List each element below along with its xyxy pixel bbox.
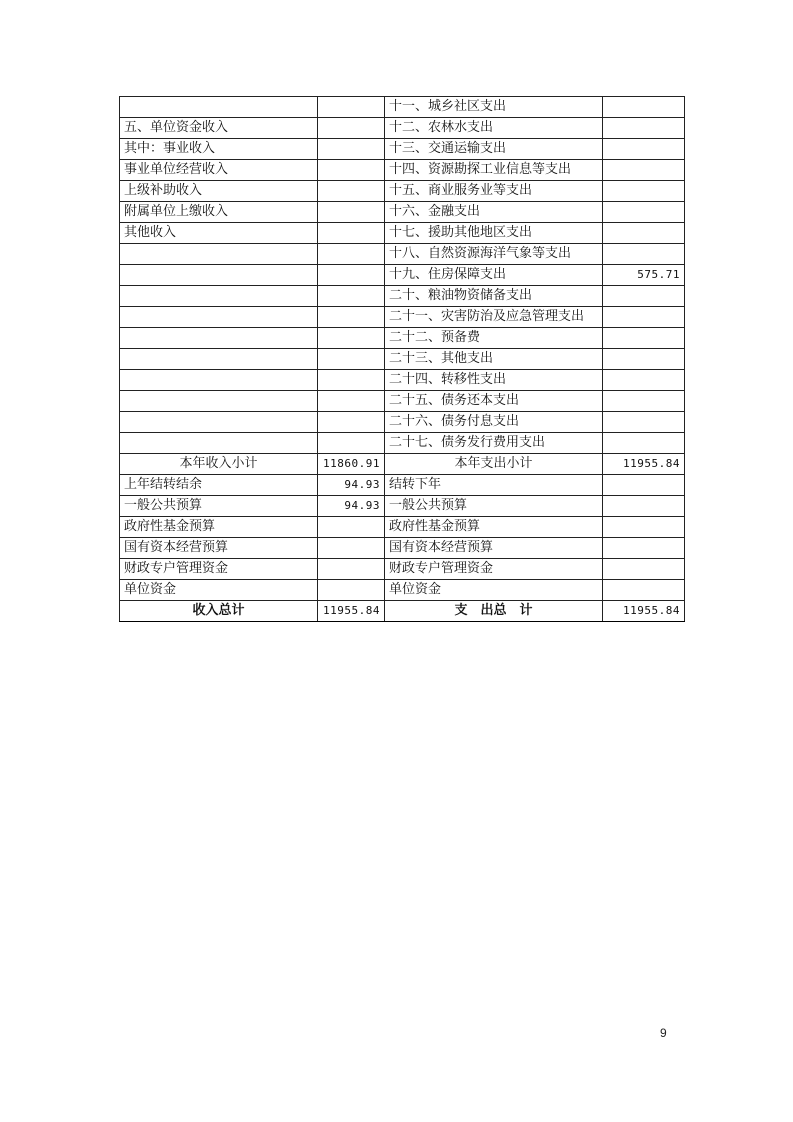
- expense-item-cell: 十三、交通运输支出: [385, 139, 603, 160]
- income-item-cell: [120, 286, 318, 307]
- income-item-cell: [120, 307, 318, 328]
- expense-item-cell: 十五、商业服务业等支出: [385, 181, 603, 202]
- income-item-cell: [120, 391, 318, 412]
- expense-item-cell: 十九、住房保障支出: [385, 265, 603, 286]
- income-amount-cell: [318, 160, 385, 181]
- expense-amount-cell: [603, 559, 685, 580]
- page-number: 9: [660, 1026, 667, 1040]
- expense-amount-cell: [603, 160, 685, 181]
- expense-amount-cell: [603, 307, 685, 328]
- income-subtotal-amount: 11860.91: [318, 454, 385, 475]
- income-item-cell: 其他收入: [120, 223, 318, 244]
- income-amount-cell: [318, 517, 385, 538]
- income-amount-cell: [318, 538, 385, 559]
- expense-amount-cell: [603, 580, 685, 601]
- income-item-cell: 单位资金: [120, 580, 318, 601]
- income-amount-cell: [318, 223, 385, 244]
- expense-subtotal-label: 本年支出小计: [385, 454, 603, 475]
- income-item-cell: 国有资本经营预算: [120, 538, 318, 559]
- expense-amount-cell: [603, 286, 685, 307]
- income-amount-cell: 94.93: [318, 475, 385, 496]
- expense-amount-cell: [603, 391, 685, 412]
- expense-amount-cell: [603, 349, 685, 370]
- income-amount-cell: [318, 286, 385, 307]
- income-item-cell: 上年结转结余: [120, 475, 318, 496]
- table-row: [120, 223, 685, 244]
- income-amount-cell: [318, 244, 385, 265]
- expense-amount-cell: [603, 496, 685, 517]
- income-item-cell: 其中：事业收入: [120, 139, 318, 160]
- table-row: [120, 517, 685, 538]
- income-item-cell: [120, 349, 318, 370]
- expense-item-cell: 十七、援助其他地区支出: [385, 223, 603, 244]
- expense-item-cell: 十四、资源勘探工业信息等支出: [385, 160, 603, 181]
- table-row: [120, 538, 685, 559]
- table-row: [120, 349, 685, 370]
- expense-amount-cell: [603, 370, 685, 391]
- income-item-cell: 上级补助收入: [120, 181, 318, 202]
- income-amount-cell: [318, 181, 385, 202]
- expense-item-cell: 十二、农林水支出: [385, 118, 603, 139]
- expense-item-cell: 政府性基金预算: [385, 517, 603, 538]
- expense-item-cell: 二十六、债务付息支出: [385, 412, 603, 433]
- income-amount-cell: [318, 328, 385, 349]
- expense-amount-cell: [603, 412, 685, 433]
- income-item-cell: [120, 412, 318, 433]
- expense-amount-cell: [603, 202, 685, 223]
- income-amount-cell: [318, 139, 385, 160]
- income-item-cell: [120, 265, 318, 286]
- income-amount-cell: [318, 265, 385, 286]
- expense-item-cell: 二十七、债务发行费用支出: [385, 433, 603, 454]
- expense-item-cell: 单位资金: [385, 580, 603, 601]
- income-item-cell: 事业单位经营收入: [120, 160, 318, 181]
- income-item-cell: [120, 328, 318, 349]
- income-amount-cell: [318, 580, 385, 601]
- income-item-cell: 一般公共预算: [120, 496, 318, 517]
- expense-item-cell: 一般公共预算: [385, 496, 603, 517]
- income-item-cell: 财政专户管理资金: [120, 559, 318, 580]
- table-row: [120, 496, 685, 517]
- table-row: [120, 97, 685, 118]
- income-amount-cell: [318, 370, 385, 391]
- expense-amount-cell: [603, 244, 685, 265]
- expense-item-cell: 十六、金融支出: [385, 202, 603, 223]
- income-amount-cell: [318, 412, 385, 433]
- income-total-label: 收入总计: [120, 601, 318, 622]
- income-item-cell: [120, 433, 318, 454]
- table-row: [120, 307, 685, 328]
- income-amount-cell: [318, 307, 385, 328]
- table-row: [120, 433, 685, 454]
- table-row: [120, 244, 685, 265]
- expense-amount-cell: [603, 223, 685, 244]
- income-amount-cell: [318, 202, 385, 223]
- expense-amount-cell: [603, 517, 685, 538]
- table-row: [120, 328, 685, 349]
- expense-item-cell: 二十二、预备费: [385, 328, 603, 349]
- income-item-cell: 政府性基金预算: [120, 517, 318, 538]
- expense-item-cell: 结转下年: [385, 475, 603, 496]
- total-row: [120, 601, 685, 622]
- income-amount-cell: [318, 118, 385, 139]
- table-row: [120, 580, 685, 601]
- expense-total-label: 支 出总 计: [385, 601, 603, 622]
- table-row: [120, 265, 685, 286]
- expense-amount-cell: 575.71: [603, 265, 685, 286]
- table-row: [120, 412, 685, 433]
- expense-item-cell: 二十五、债务还本支出: [385, 391, 603, 412]
- expense-item-cell: 二十、粮油物资储备支出: [385, 286, 603, 307]
- expense-subtotal-amount: 11955.84: [603, 454, 685, 475]
- income-item-cell: [120, 370, 318, 391]
- expense-item-cell: 国有资本经营预算: [385, 538, 603, 559]
- expense-amount-cell: [603, 433, 685, 454]
- income-item-cell: 附属单位上缴收入: [120, 202, 318, 223]
- expense-amount-cell: [603, 139, 685, 160]
- expense-amount-cell: [603, 538, 685, 559]
- table-row: [120, 181, 685, 202]
- expense-item-cell: 二十四、转移性支出: [385, 370, 603, 391]
- expense-amount-cell: [603, 475, 685, 496]
- income-amount-cell: [318, 97, 385, 118]
- income-total-amount: 11955.84: [318, 601, 385, 622]
- income-amount-cell: [318, 559, 385, 580]
- table-row: [120, 559, 685, 580]
- expense-amount-cell: [603, 181, 685, 202]
- table-row: [120, 370, 685, 391]
- income-item-cell: [120, 97, 318, 118]
- expense-item-cell: 十一、城乡社区支出: [385, 97, 603, 118]
- expense-total-amount: 11955.84: [603, 601, 685, 622]
- subtotal-row: [120, 454, 685, 475]
- expense-item-cell: 二十三、其他支出: [385, 349, 603, 370]
- expense-amount-cell: [603, 328, 685, 349]
- expense-item-cell: 十八、自然资源海洋气象等支出: [385, 244, 603, 265]
- income-subtotal-label: 本年收入小计: [120, 454, 318, 475]
- table-row: [120, 475, 685, 496]
- table-row: [120, 202, 685, 223]
- income-amount-cell: 94.93: [318, 496, 385, 517]
- table-row: [120, 286, 685, 307]
- income-item-cell: [120, 244, 318, 265]
- budget-table: [119, 96, 685, 622]
- expense-amount-cell: [603, 118, 685, 139]
- table-row: [120, 160, 685, 181]
- expense-amount-cell: [603, 97, 685, 118]
- table-row: [120, 139, 685, 160]
- table-row: [120, 118, 685, 139]
- income-amount-cell: [318, 433, 385, 454]
- expense-item-cell: 二十一、灾害防治及应急管理支出: [385, 307, 603, 328]
- income-item-cell: 五、单位资金收入: [120, 118, 318, 139]
- income-amount-cell: [318, 349, 385, 370]
- income-amount-cell: [318, 391, 385, 412]
- expense-item-cell: 财政专户管理资金: [385, 559, 603, 580]
- table-row: [120, 391, 685, 412]
